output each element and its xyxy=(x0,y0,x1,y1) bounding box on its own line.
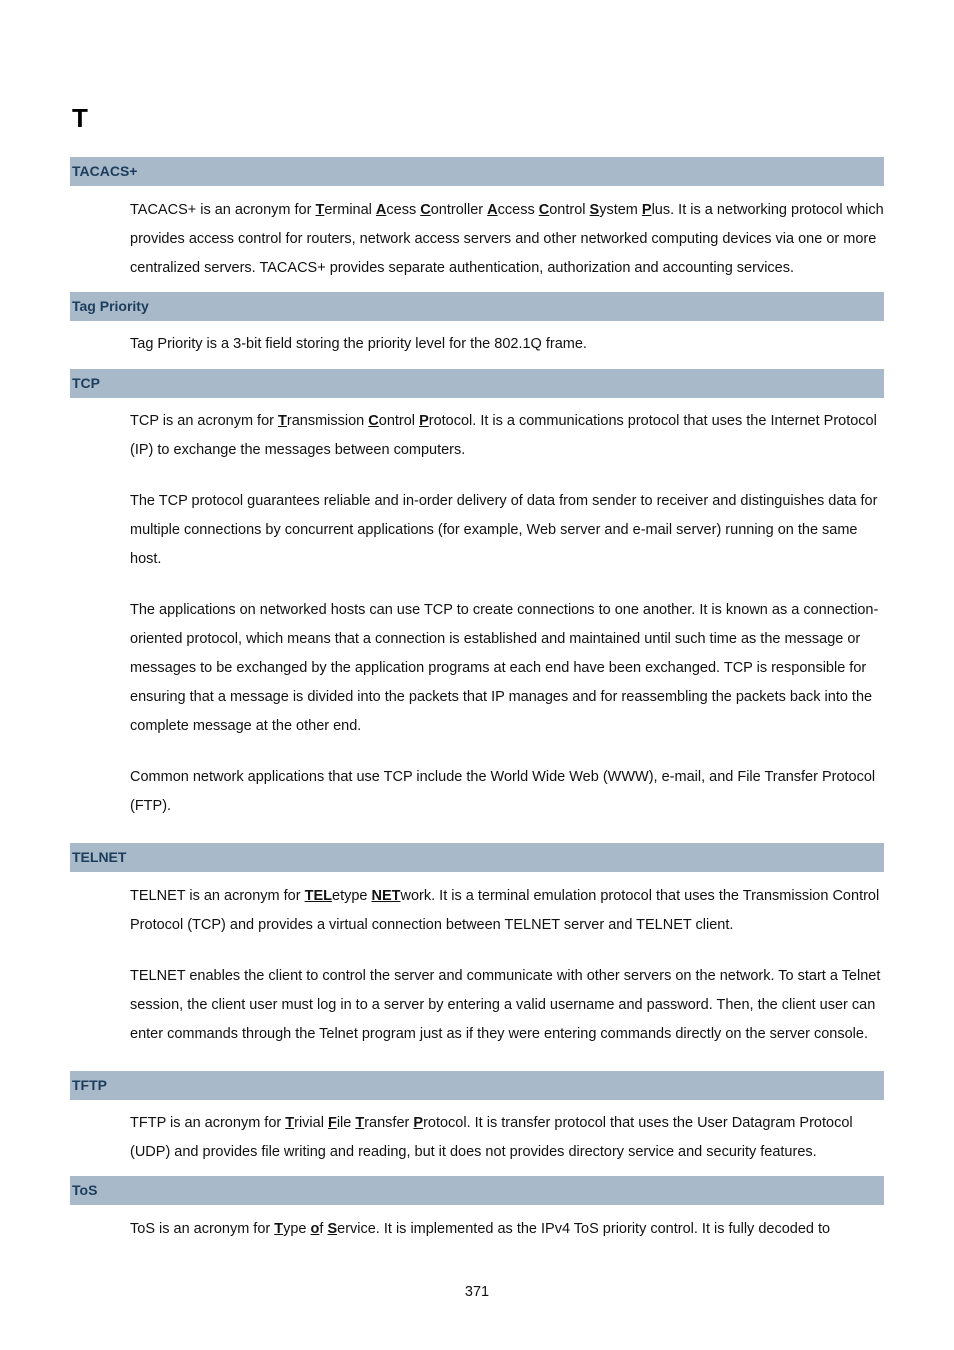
tos-heading: ToS xyxy=(70,1176,884,1205)
tacacs-heading: TACACS+ xyxy=(70,157,884,186)
tacacs-definition: TACACS+ is an acronym for Terminal Acess Controller Access Control System Plus. It is a networking protocol which provides access control for routers, network access servers and other networked computing devices via one or more centralized servers. TACACS+ provides separate authentication, authorization and accounting services. xyxy=(130,202,884,276)
tcp-definition: TCP is an acronym for Transmission Control Protocol. It is a communications protocol that uses the Internet Protocol (IP) to exchange the messages between computers. xyxy=(130,413,877,458)
tcp-reliability-paragraph: The TCP protocol guarantees reliable and in-order delivery of data from sender to receiver and distinguishes data for multiple connections by concurrent applications (for example, Web server and e-mail server) running on the same host. xyxy=(130,493,878,567)
tag-priority-definition: Tag Priority is a 3-bit field storing the priority level for the 802.1Q frame. xyxy=(130,336,587,352)
tcp-connections-paragraph: The applications on networked hosts can use TCP to create connections to one another. It is known as a connection-oriented protocol, which means that a connection is established and maintained until such time as the message or messages to be exchanged by the application programs at each end have been exchanged. TCP is responsible for ensuring that a message is divided into the packets that IP manages and for reassembling the packets back into the complete message at the other end. xyxy=(130,602,879,734)
tftp-definition: TFTP is an acronym for Trivial File Transfer Protocol. It is transfer protocol that uses the User Datagram Protocol (UDP) and provides file writing and reading, but it does not provides directory service and security features. xyxy=(130,1115,853,1160)
telnet-definition: TELNET is an acronym for TELetype NETwork. It is a terminal emulation protocol that uses the Transmission Control Protocol (TCP) and provides a virtual connection between TELNET server and TELNET client. xyxy=(130,888,880,933)
telnet-heading: TELNET xyxy=(70,843,884,872)
page-number: 371 xyxy=(464,1284,490,1300)
tftp-heading: TFTP xyxy=(70,1071,884,1100)
tcp-heading: TCP xyxy=(70,369,884,398)
tcp-applications-paragraph: Common network applications that use TCP include the World Wide Web (WWW), e-mail, and File Transfer Protocol (FTP). xyxy=(130,769,876,814)
section-letter: T xyxy=(72,103,88,133)
tos-definition: ToS is an acronym for Type of Service. It is implemented as the IPv4 ToS priority control. It is fully decoded to xyxy=(130,1221,831,1237)
telnet-session-paragraph: TELNET enables the client to control the server and communicate with other servers on the network. To start a Telnet session, the client user must log in to a server by entering a valid username and password. Then, the client user can enter commands through the Telnet program just as if they were entering commands directly on the server console. xyxy=(130,968,881,1042)
tag-priority-heading: Tag Priority xyxy=(70,292,884,321)
